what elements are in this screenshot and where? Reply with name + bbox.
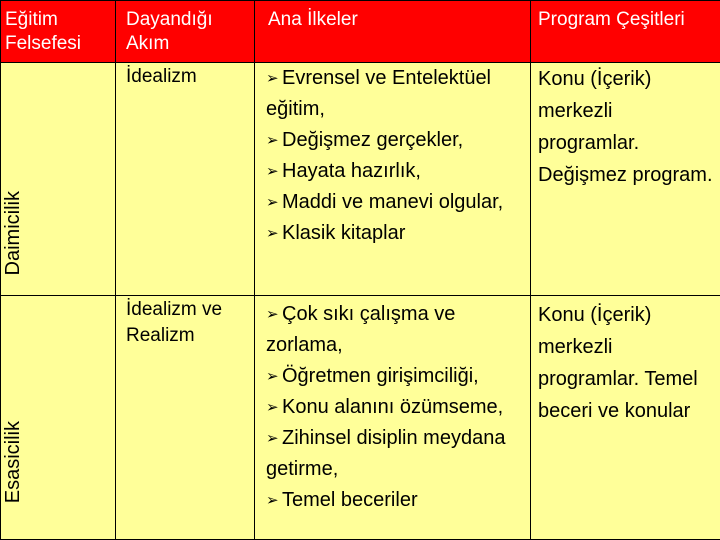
arrow-bullet-icon: ➢ (266, 399, 279, 416)
header-felsefe: Eğitim Felsefesi (1, 1, 116, 63)
arrow-bullet-icon: ➢ (266, 225, 279, 242)
list-item: ➢ Değişmez gerçekler, (266, 125, 524, 156)
table-row (1, 63, 720, 296)
list-item: ➢ Zihinsel disiplin meydana getirme, (266, 423, 524, 485)
header-ilkeler: Ana İlkeler (255, 1, 531, 63)
header-program: Program Çeşitleri (531, 1, 720, 63)
program-cell: Konu (İçerik) merkezli programlar. Temel beceri ve konular (531, 296, 720, 540)
list-item: ➢ Klasik kitaplar (266, 218, 524, 249)
arrow-bullet-icon: ➢ (266, 306, 279, 323)
felsefe-label: Esasicilik (2, 420, 24, 503)
arrow-bullet-icon: ➢ (266, 430, 279, 447)
akim-cell: İdealizm (116, 63, 255, 296)
arrow-bullet-icon: ➢ (266, 70, 279, 87)
table-header-row (1, 1, 720, 63)
list-item: ➢ Konu alanını özümseme, (266, 392, 524, 423)
akim-cell: İdealizm ve Realizm (116, 296, 255, 540)
program-cell: Konu (İçerik) merkezli programlar. Değişmez program. (531, 63, 720, 296)
arrow-bullet-icon: ➢ (266, 194, 279, 211)
list-item: ➢ Temel beceriler (266, 485, 524, 516)
ilkeler-cell (255, 63, 531, 296)
list-item: ➢ Maddi ve manevi olgular, (266, 187, 524, 218)
list-item: ➢ Evrensel ve Entelektüel eğitim, (266, 63, 524, 125)
arrow-bullet-icon: ➢ (266, 368, 279, 385)
ilkeler-list (266, 299, 524, 516)
list-item: ➢ Hayata hazırlık, (266, 156, 524, 187)
arrow-bullet-icon: ➢ (266, 492, 279, 509)
felsefe-label: Daimicilik (2, 190, 24, 275)
arrow-bullet-icon: ➢ (266, 163, 279, 180)
list-item: ➢ Öğretmen girişimciliği, (266, 361, 524, 392)
list-item: ➢ Çok sıkı çalışma ve zorlama, (266, 299, 524, 361)
table-row (1, 296, 720, 540)
ilkeler-list (266, 63, 524, 249)
ilkeler-cell (255, 296, 531, 540)
arrow-bullet-icon: ➢ (266, 132, 279, 149)
felsefe-cell (1, 296, 116, 540)
header-akim: Dayandığı Akım (116, 1, 255, 63)
felsefe-cell (1, 63, 116, 296)
